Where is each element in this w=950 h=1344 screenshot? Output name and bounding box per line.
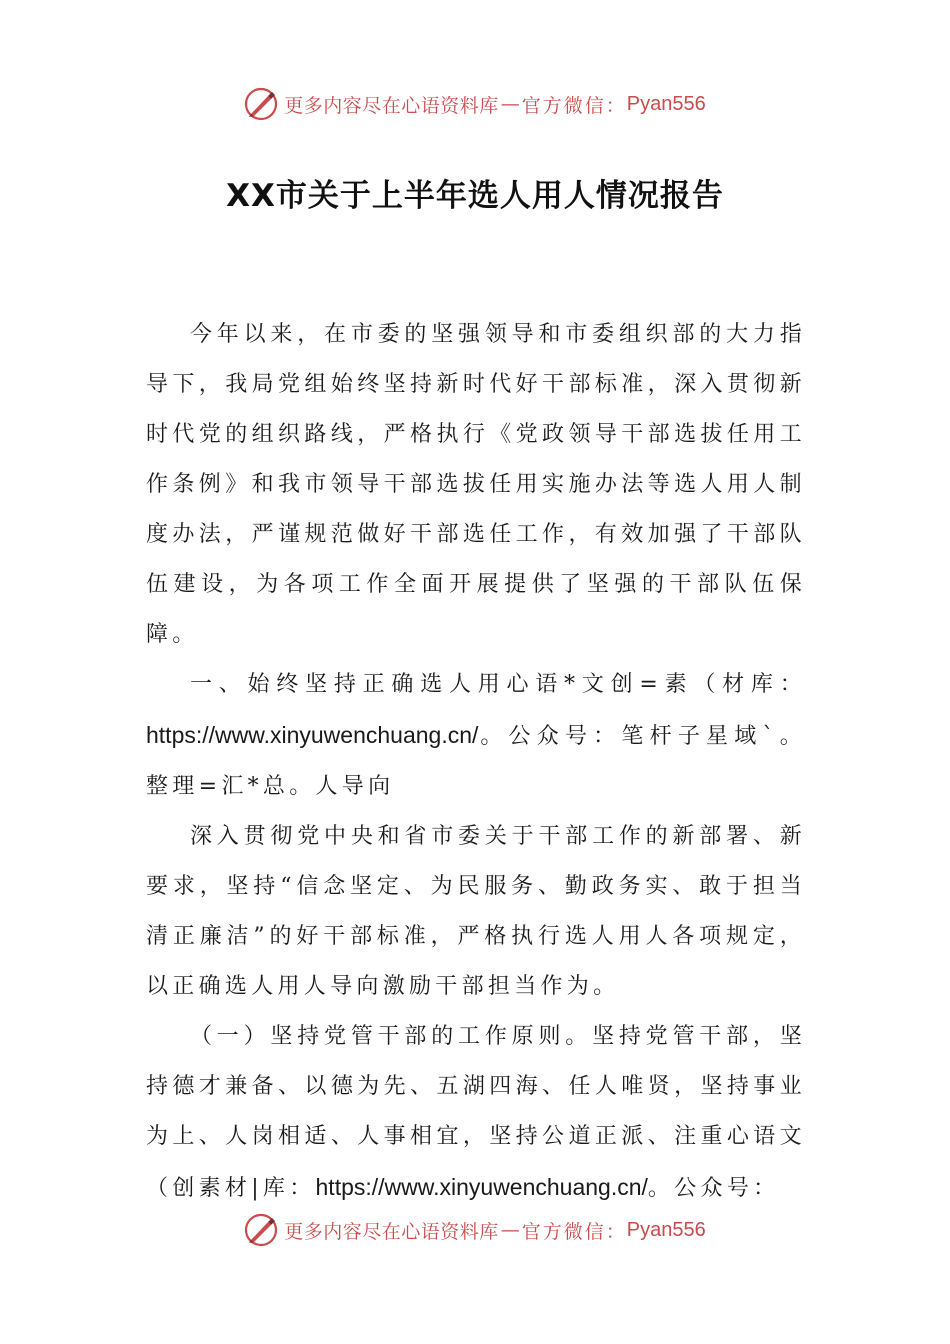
section-one-heading-tail: 。公众号：笔杆子星域`。整理=汇*总。人导向 (146, 724, 806, 799)
subsection-one-text: （一）坚持党管干部的工作原则。坚持党管干部，坚持德才兼备、以德为先、五湖四海、任人唯贤，坚持事业为上、人岗相适、人事相宜，坚持公道正派、注重心语文（创素材|库： (146, 1024, 806, 1201)
paragraph-intro: 今年以来，在市委的坚强领导和市委组织部的大力指导下，我局党组始终坚持新时代好干部标准，深入贯彻新时代党的组织路线，严格执行《党政领导干部选拔任用工作条例》和我市领导干部选拔任用实施办法等选人用人制度办法，严谨规范做好干部选任工作，有效加强了干部队伍建设，为各项工作全面开展提供了坚强的干部队伍保障。 (146, 322, 806, 647)
footer-brand-text: 更多内容尽在心语资料库 (284, 1220, 499, 1243)
header-brand-text: 更多内容尽在心语资料库 (284, 94, 499, 117)
document-title: XX市关于上半年选人用人情况报告 (226, 178, 724, 214)
footer-dash: — (500, 1219, 520, 1241)
footer-wechat-label: 官方微信： (521, 1220, 627, 1243)
footer-banner (0, 1208, 950, 1252)
paragraph-section-one-body: 深入贯彻党中央和省市委关于干部工作的新部署、新要求，坚持“信念坚定、为民服务、勤政务实、敢于担当清正廉洁”的好干部标准，严格执行选人用人各项规定，以正确选人用人导向激励干部担当作为。 (146, 824, 806, 999)
footer-wechat-id: Pyan556 (626, 1218, 706, 1241)
paragraph-subsection-one (146, 1012, 806, 1214)
header-wechat-id: Pyan556 (626, 92, 706, 115)
document-body (146, 310, 806, 1214)
pen-logo-icon (244, 1213, 278, 1247)
pen-logo-icon (244, 87, 278, 121)
subsection-one-url: https://www.xinyuwenchuang.cn/ (315, 1174, 648, 1200)
header-dash: — (500, 93, 520, 115)
section-one-url: https://www.xinyuwenchuang.cn/ (146, 722, 479, 748)
header-banner (0, 82, 950, 126)
section-one-heading-text: 一、始终坚持正确选人用心语*文创=素（材库： (190, 672, 806, 697)
subsection-one-tail: 。公众号： (647, 1176, 780, 1201)
paragraph-section-one-heading (146, 660, 806, 812)
header-wechat-label: 官方微信： (521, 94, 627, 117)
